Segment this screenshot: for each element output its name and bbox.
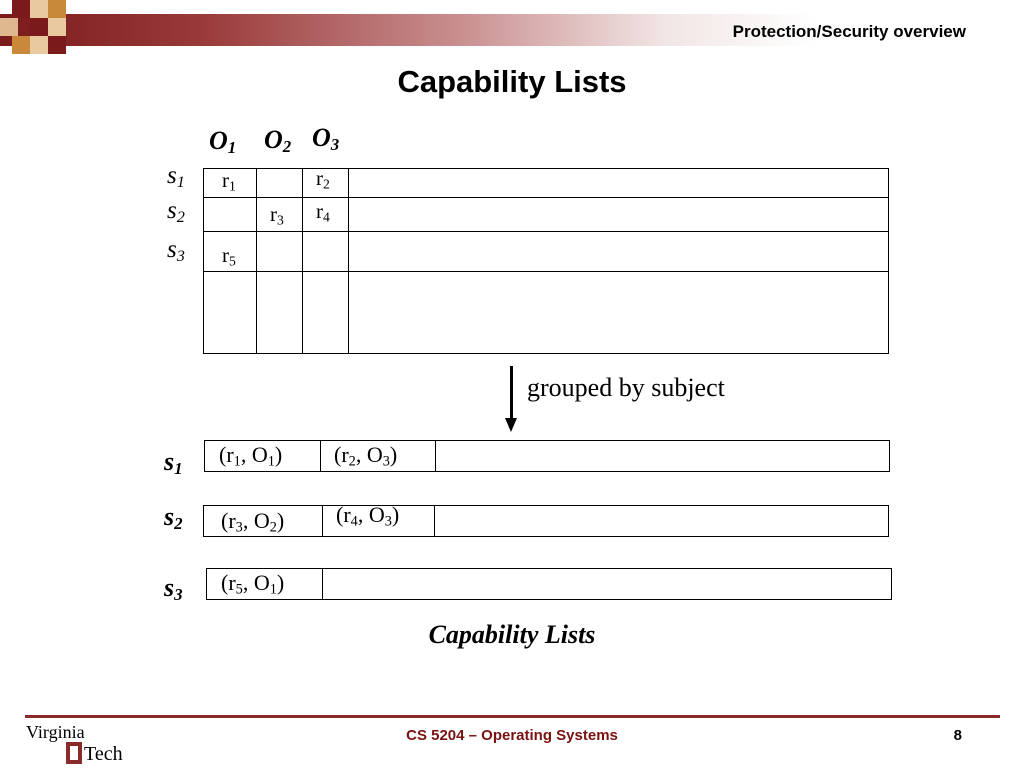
- cell-s2-o3: [316, 199, 330, 225]
- cell-right: r: [316, 199, 323, 223]
- entry-r-sub: 1: [233, 453, 241, 470]
- footer-rule: [25, 715, 1000, 718]
- capability-entry: ($r_1$, $O_1$): [219, 442, 283, 470]
- capability-entry: ($r_5$, $O_1$): [221, 570, 285, 598]
- object-label: O: [312, 123, 331, 152]
- entry-o-sub: 3: [382, 453, 390, 470]
- subject-label: s: [167, 236, 177, 263]
- capability-list-s1: [204, 440, 890, 472]
- entry-r-sub: 5: [235, 581, 243, 598]
- entry-o-sub: 3: [384, 513, 392, 530]
- subject-label-s2: [167, 197, 185, 227]
- grid-line: [203, 168, 204, 354]
- subject-sub: 1: [176, 173, 185, 192]
- object-header-o3: [312, 123, 339, 155]
- cell-s2-o2: [270, 202, 284, 228]
- object-sub: 1: [227, 138, 237, 158]
- list-label: s: [164, 573, 175, 602]
- object-header-o2: [264, 125, 291, 157]
- list-sub: 1: [174, 459, 183, 479]
- cell-sub: 3: [277, 212, 284, 228]
- list-divider: [434, 506, 435, 536]
- capability-entry: ($r_3$, $O_2$): [221, 508, 285, 536]
- subject-sub: 3: [176, 247, 185, 266]
- arrow-label: grouped by subject: [527, 373, 725, 402]
- cell-s1-o3: [316, 166, 330, 192]
- list-label-s2: [164, 502, 183, 534]
- caption: Capability Lists: [428, 620, 596, 649]
- grid-line: [203, 231, 888, 232]
- cell-right: r: [222, 168, 229, 192]
- cell-right: r: [222, 243, 229, 267]
- entry-o-sub: 1: [269, 581, 277, 598]
- cell-sub: 4: [323, 209, 330, 225]
- list-label-s3: [164, 573, 183, 605]
- entry-o-sub: 2: [269, 519, 277, 536]
- list-label-s1: [164, 447, 183, 479]
- footer-course: CS 5204 – Operating Systems: [406, 727, 618, 744]
- subject-label: s: [167, 162, 177, 189]
- cell-s3-o1: [222, 243, 236, 269]
- list-divider: [435, 441, 436, 471]
- entry-r-sub: 2: [348, 453, 356, 470]
- subject-label-s1: [167, 162, 185, 192]
- object-sub: 3: [330, 135, 340, 155]
- subject-label-s3: [167, 236, 185, 266]
- cell-sub: 5: [229, 253, 236, 269]
- list-divider: [322, 506, 323, 536]
- entry-r-sub: 3: [235, 519, 243, 536]
- grid-line: [888, 168, 889, 354]
- cell-right: r: [316, 166, 323, 190]
- section-title: Protection/Security overview: [732, 22, 966, 41]
- entry-o-sub: 1: [267, 453, 275, 470]
- capability-list-s2: [203, 505, 889, 537]
- cell-sub: 1: [229, 178, 236, 194]
- page-number: 8: [953, 727, 962, 744]
- object-sub: 2: [282, 137, 292, 157]
- grid-line: [203, 168, 888, 169]
- cell-right: r: [270, 202, 277, 226]
- list-sub: 2: [174, 514, 183, 534]
- list-divider: [322, 569, 323, 599]
- grid-line: [348, 168, 349, 354]
- capability-entry: ($r_4$, $O_3$): [336, 502, 400, 530]
- list-label: s: [164, 447, 175, 476]
- slide-title: Capability Lists: [397, 64, 627, 99]
- entry-r-sub: 4: [350, 513, 358, 530]
- list-sub: 3: [174, 585, 183, 605]
- logo-line1: Virginia: [26, 722, 85, 742]
- cell-sub: 2: [323, 176, 330, 192]
- down-arrow-icon: [505, 418, 517, 432]
- object-header-o1: [209, 126, 236, 158]
- object-label: O: [264, 125, 283, 154]
- down-arrow-shaft: [510, 366, 513, 422]
- capability-entry: ($r_2$, $O_3$): [334, 442, 398, 470]
- list-label: s: [164, 502, 175, 531]
- grid-line: [256, 168, 257, 354]
- cell-s1-o1: [222, 168, 236, 194]
- subject-label: s: [167, 197, 177, 224]
- grid-line: [302, 168, 303, 354]
- header-squares: [0, 0, 80, 62]
- grid-line: [203, 197, 888, 198]
- logo-line2: Tech: [84, 743, 123, 765]
- grid-line: [203, 353, 889, 354]
- list-divider: [320, 441, 321, 471]
- capability-list-s3: [206, 568, 892, 600]
- object-label: O: [209, 126, 228, 155]
- subject-sub: 2: [176, 208, 185, 227]
- grid-line: [203, 271, 888, 272]
